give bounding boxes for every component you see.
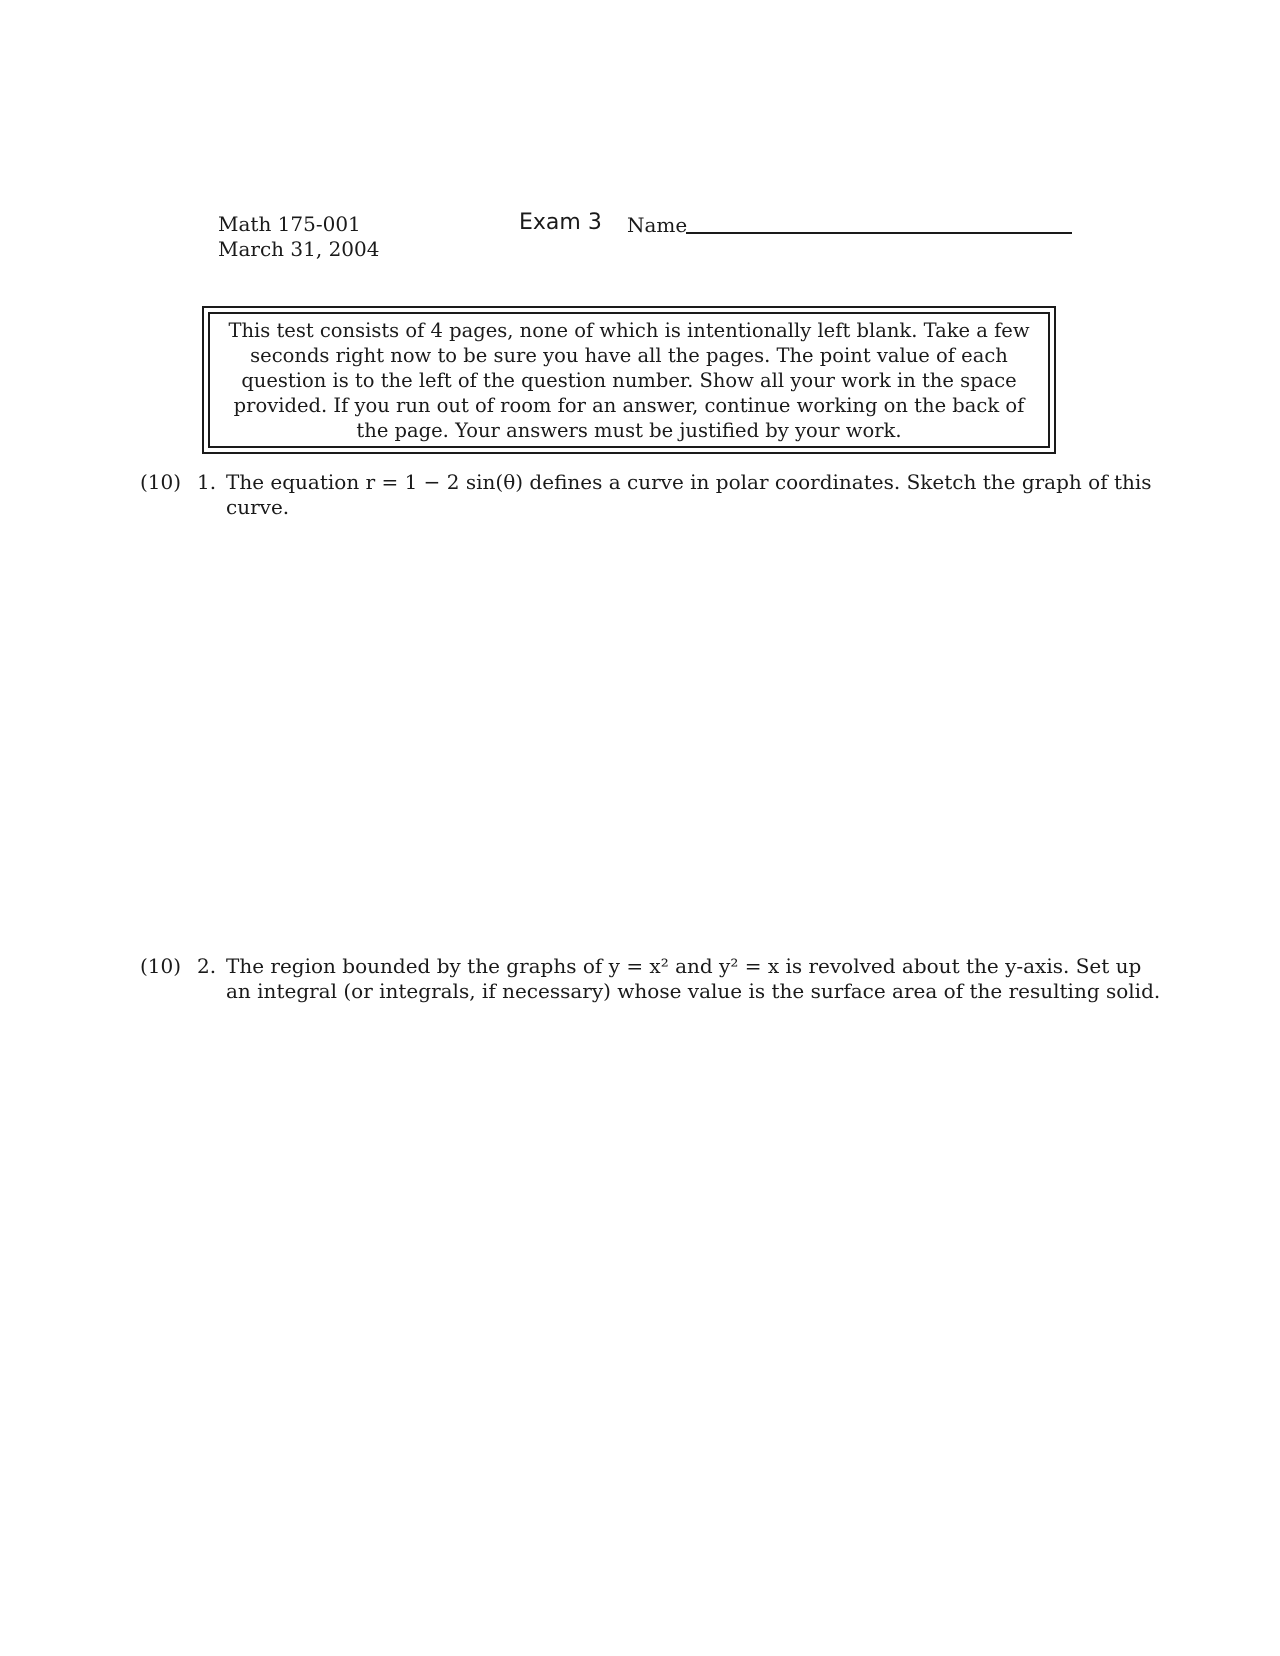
name-label: Name	[627, 213, 688, 237]
question-text-line: The region bounded by the graphs of y = x² and y² = x is revolved about the y-axis. Set up	[226, 954, 1142, 978]
question-text	[226, 470, 1216, 520]
course-code: Math 175-001	[218, 212, 361, 236]
course-info	[218, 212, 379, 262]
name-blank-line[interactable]	[686, 232, 1072, 234]
instructions-text: This test consists of 4 pages, none of which is intentionally left blank. Take a few seconds right now to be sure you have all the pages. The point value of each question is to the left of the question number. Show all your work in the space provided. If you run out of room for an answer, continue working on the back of the page. Your answers must be justified by your work.	[228, 318, 1030, 442]
question-text-line: an integral (or integrals, if necessary) whose value is the surface area of the resulting solid.	[226, 979, 1161, 1003]
question-points: (10)	[140, 470, 182, 494]
instructions-inner-border	[208, 312, 1050, 448]
question-number: 2.	[197, 954, 217, 978]
exam-date: March 31, 2004	[218, 237, 380, 261]
exam-title: Exam 3	[519, 210, 602, 235]
instructions-box	[202, 306, 1056, 454]
question-points: (10)	[140, 954, 182, 978]
question-text-line: The equation r = 1 − 2 sin(θ) defines a curve in polar coordinates. Sketch the graph of this	[226, 470, 1152, 494]
question-number: 1.	[197, 470, 217, 494]
question-text-line: curve.	[226, 495, 290, 519]
question-text	[226, 954, 1216, 1004]
